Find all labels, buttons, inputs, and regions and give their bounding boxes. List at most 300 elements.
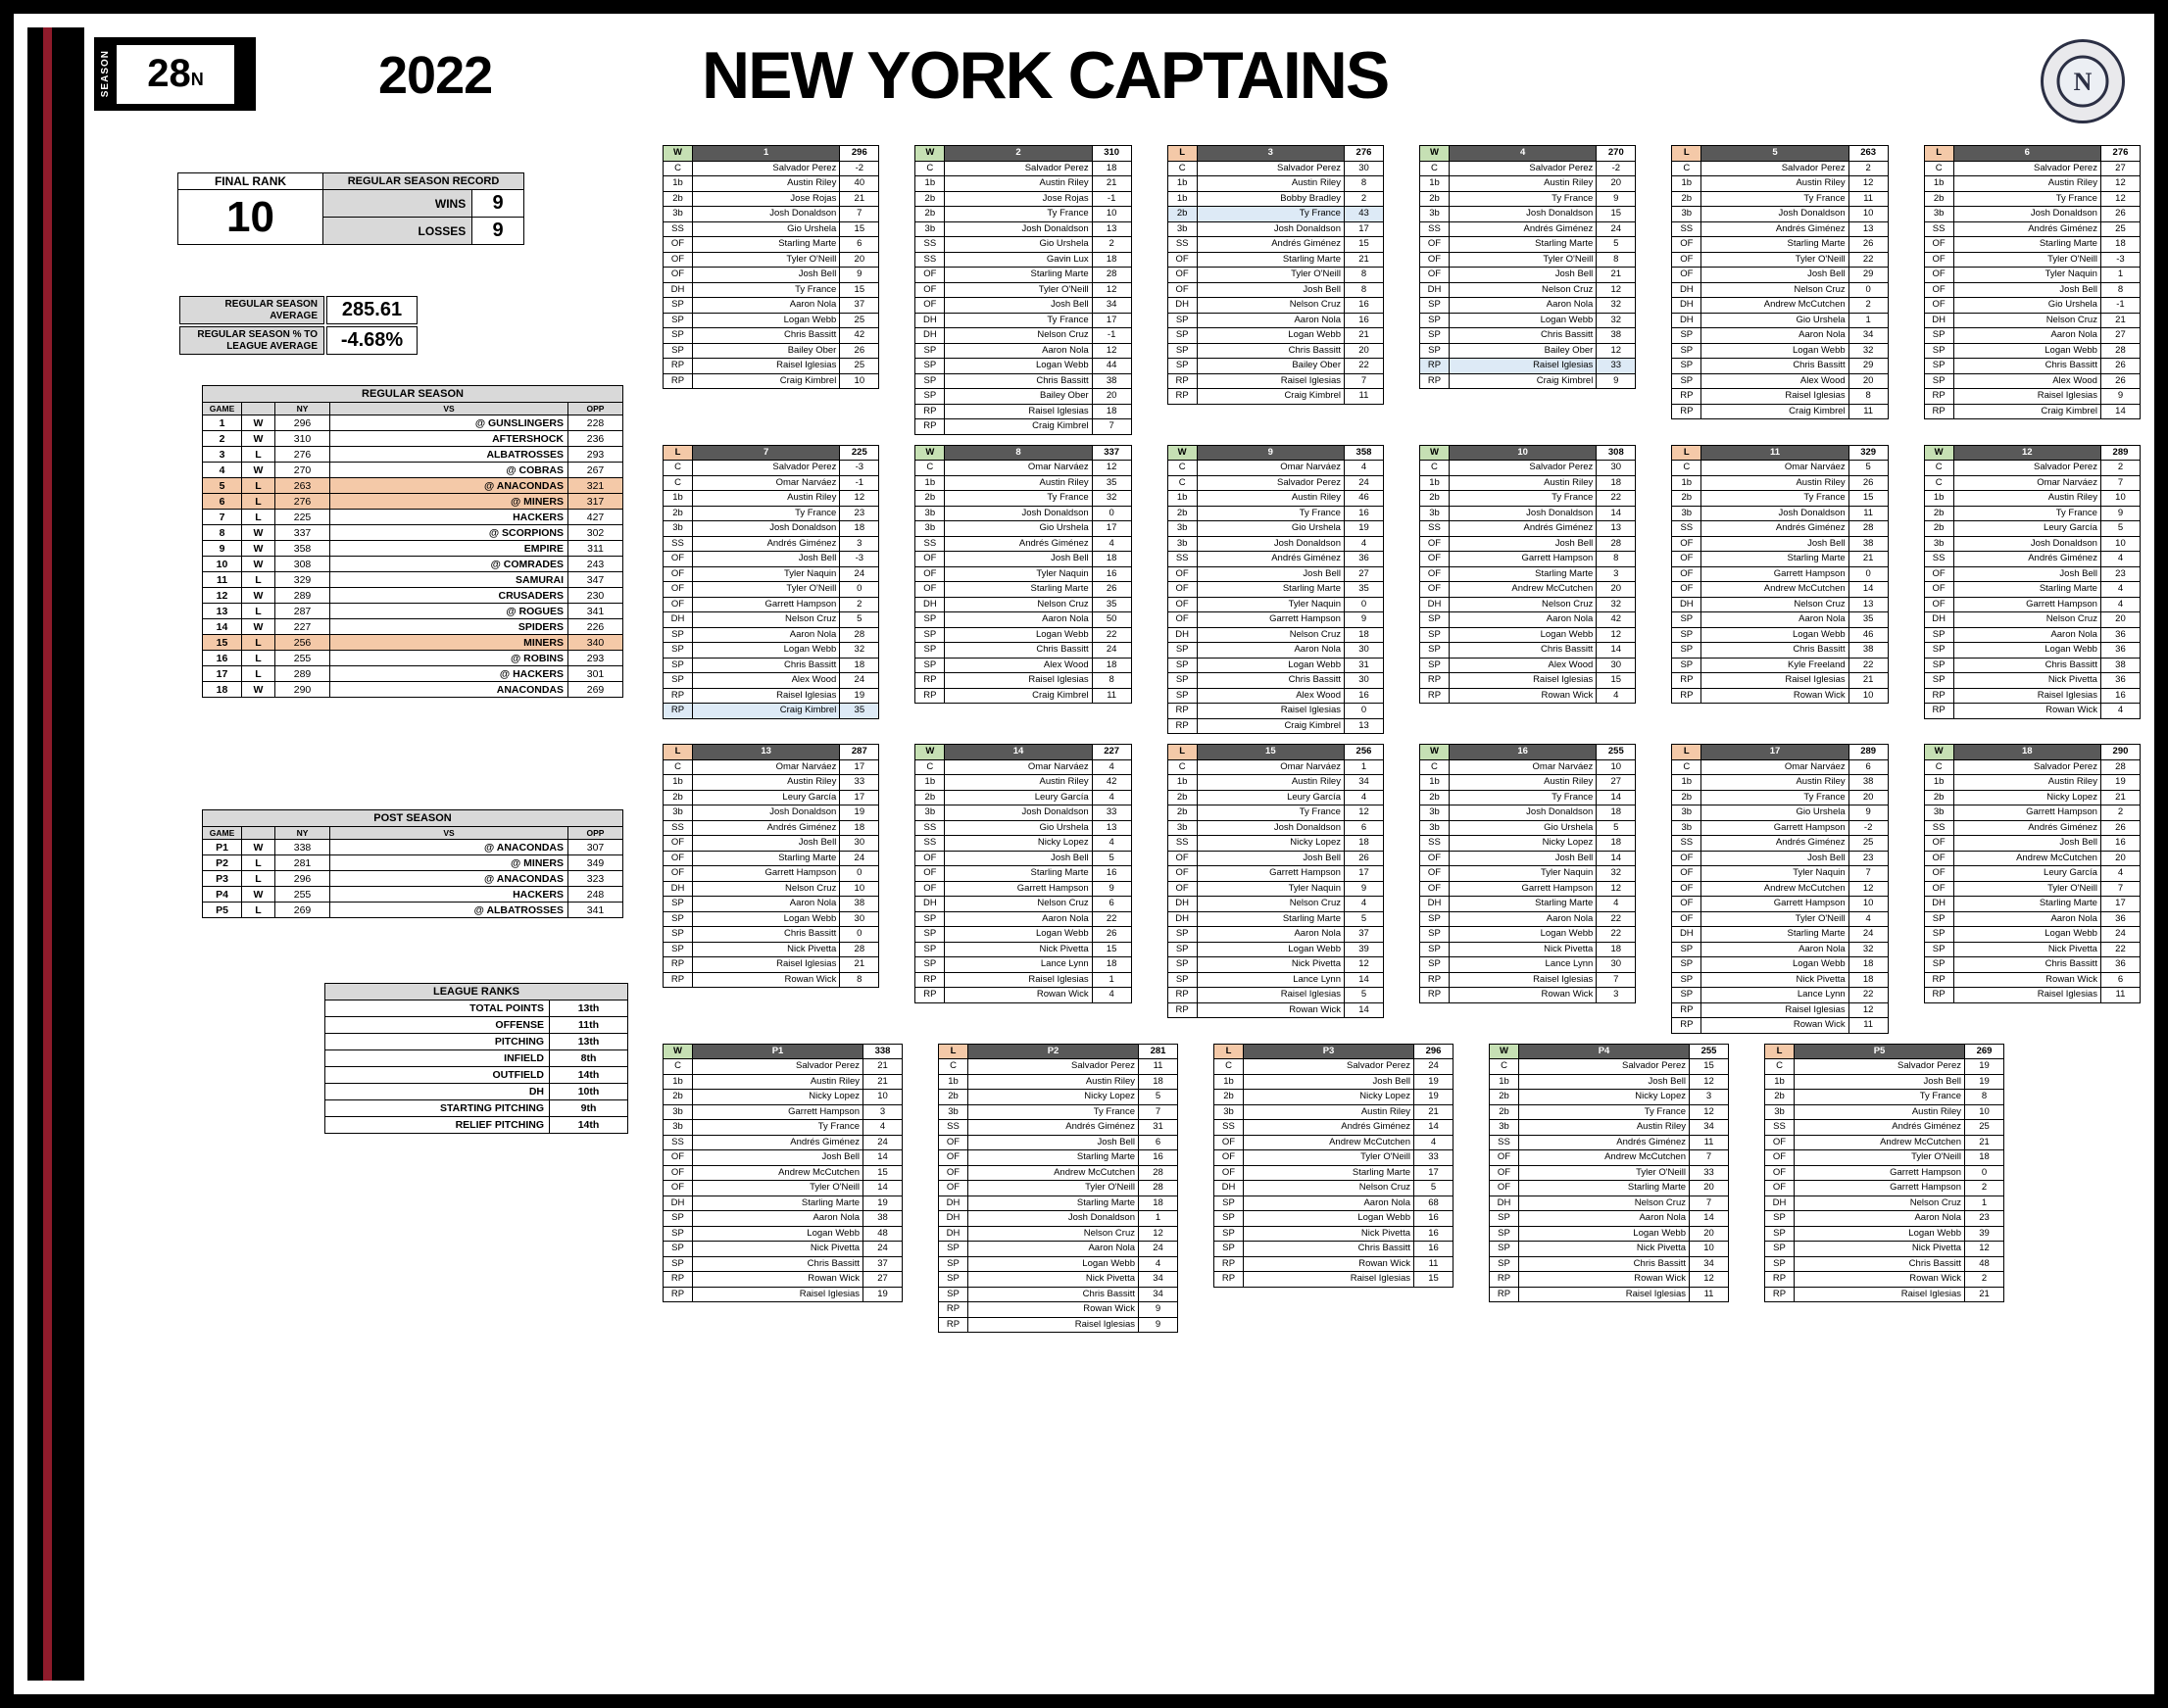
boxscore-player-row bbox=[939, 1211, 1178, 1227]
player-points: 7 bbox=[1848, 866, 1888, 882]
player-name: Raisel Iglesias bbox=[1701, 673, 1848, 689]
boxscore-player-row bbox=[1672, 161, 1888, 176]
player-position: OF bbox=[664, 836, 693, 852]
boxscore-player-row bbox=[1167, 313, 1383, 328]
player-position: DH bbox=[1214, 1181, 1244, 1196]
boxscore-player-row bbox=[1490, 1211, 1729, 1227]
boxscore-player-row bbox=[1419, 207, 1635, 222]
player-name: Andrés Giménez bbox=[1519, 1135, 1690, 1150]
player-position: SS bbox=[1419, 521, 1449, 537]
boxscore-player-row bbox=[915, 881, 1131, 897]
boxscore-player-row bbox=[915, 328, 1131, 344]
player-position: DH bbox=[915, 597, 945, 612]
boxscore-player-row bbox=[1167, 704, 1383, 719]
player-position: SS bbox=[1490, 1135, 1519, 1150]
player-name: Andrés Giménez bbox=[1795, 1120, 1965, 1136]
player-name: Ty France bbox=[945, 207, 1092, 222]
player-points: 48 bbox=[1965, 1256, 2004, 1272]
ps-opp-score: 323 bbox=[568, 871, 623, 887]
player-name: Aaron Nola bbox=[968, 1242, 1139, 1257]
player-name: Logan Webb bbox=[1449, 627, 1596, 643]
player-points: 17 bbox=[1092, 521, 1131, 537]
boxscore-row bbox=[663, 744, 2141, 1034]
rs-opponent: ANACONDAS bbox=[330, 682, 568, 698]
boxscore-player-row bbox=[915, 359, 1131, 374]
player-position: 1b bbox=[1419, 775, 1449, 791]
player-points: 15 bbox=[1848, 491, 1888, 507]
player-points: 33 bbox=[1690, 1165, 1729, 1181]
boxscore-player-row bbox=[1167, 268, 1383, 283]
player-position: OF bbox=[1765, 1135, 1795, 1150]
player-points: 9 bbox=[1139, 1302, 1178, 1318]
player-name: Garrett Hampson bbox=[1197, 866, 1344, 882]
player-name: Raisel Iglesias bbox=[945, 673, 1092, 689]
player-name: Raisel Iglesias bbox=[1953, 389, 2100, 405]
boxscore-player-row bbox=[664, 491, 879, 507]
player-name: Aaron Nola bbox=[945, 612, 1092, 628]
rs-game: 15 bbox=[203, 635, 242, 651]
player-points: 3 bbox=[1597, 988, 1636, 1003]
boxscore-player-row bbox=[1490, 1135, 1729, 1150]
player-position: 3b bbox=[1167, 536, 1197, 552]
player-points: -1 bbox=[840, 475, 879, 491]
player-position: SP bbox=[1672, 988, 1701, 1003]
player-name: Ty France bbox=[1519, 1104, 1690, 1120]
ps-ny-score: 296 bbox=[275, 871, 330, 887]
player-name: Nick Pivetta bbox=[1953, 673, 2100, 689]
boxscore-player-row bbox=[1672, 343, 1888, 359]
boxscore-game: 13 bbox=[693, 745, 840, 760]
player-points: 19 bbox=[1965, 1059, 2004, 1075]
player-position: SP bbox=[1765, 1242, 1795, 1257]
boxscore-player-row bbox=[1419, 881, 1635, 897]
player-points: 32 bbox=[1597, 298, 1636, 314]
player-name: Gavin Lux bbox=[945, 252, 1092, 268]
boxscore-player-row bbox=[1214, 1211, 1454, 1227]
player-name: Leury García bbox=[693, 790, 840, 805]
rs-opponent: @ MINERS bbox=[330, 494, 568, 510]
player-points: 4 bbox=[2100, 704, 2140, 719]
player-name: Starling Marte bbox=[1519, 1181, 1690, 1196]
player-name: Starling Marte bbox=[1449, 566, 1596, 582]
player-points: 38 bbox=[1848, 536, 1888, 552]
player-name: Nelson Cruz bbox=[1449, 597, 1596, 612]
boxscore-total: 296 bbox=[840, 146, 879, 162]
player-name: Nelson Cruz bbox=[1244, 1181, 1414, 1196]
boxscore-player-row bbox=[1419, 566, 1635, 582]
player-position: 2b bbox=[1167, 805, 1197, 821]
season-number-box bbox=[117, 45, 234, 104]
boxscore-player-row bbox=[1167, 836, 1383, 852]
player-position: RP bbox=[939, 1302, 968, 1318]
player-position: SP bbox=[1924, 673, 1953, 689]
player-points: 0 bbox=[840, 582, 879, 598]
player-name: Garrett Hampson bbox=[1197, 612, 1344, 628]
player-points: 14 bbox=[1597, 790, 1636, 805]
ps-opponent: @ ALBATROSSES bbox=[330, 903, 568, 918]
boxscore-player-row bbox=[664, 688, 879, 704]
player-name: Starling Marte bbox=[1197, 911, 1344, 927]
player-name: Gio Urshela bbox=[945, 521, 1092, 537]
ps-ny-score: 281 bbox=[275, 855, 330, 871]
player-points: 18 bbox=[1597, 942, 1636, 957]
boxscore-player-row bbox=[915, 911, 1131, 927]
player-points: 14 bbox=[1597, 506, 1636, 521]
ps-opp-score: 349 bbox=[568, 855, 623, 871]
player-name: Nicky Lopez bbox=[1197, 836, 1344, 852]
boxscore-card bbox=[1764, 1044, 2004, 1334]
boxscore-card bbox=[1924, 744, 2141, 1034]
boxscore-player-row bbox=[1167, 475, 1383, 491]
boxscore-player-row bbox=[1419, 221, 1635, 237]
player-name: Austin Riley bbox=[693, 491, 840, 507]
player-points: 5 bbox=[1597, 820, 1636, 836]
player-points: 18 bbox=[1092, 161, 1131, 176]
player-name: Tyler O'Neill bbox=[1953, 881, 2100, 897]
boxscore-player-row bbox=[939, 1196, 1178, 1211]
boxscore-player-row bbox=[664, 775, 879, 791]
player-name: Gio Urshela bbox=[1701, 313, 1848, 328]
rs-opp-score: 311 bbox=[568, 541, 623, 557]
player-position: 2b bbox=[915, 790, 945, 805]
boxscore-player-row bbox=[915, 866, 1131, 882]
player-name: Josh Donaldson bbox=[1701, 207, 1848, 222]
player-position: SP bbox=[1672, 658, 1701, 673]
boxscore-player-row bbox=[915, 597, 1131, 612]
boxscore-card bbox=[1419, 445, 1636, 735]
player-position: SP bbox=[1672, 359, 1701, 374]
player-name: Logan Webb bbox=[1953, 643, 2100, 659]
player-position: C bbox=[1672, 759, 1701, 775]
player-points: 4 bbox=[1597, 897, 1636, 912]
rs-opp-score: 341 bbox=[568, 604, 623, 619]
player-name: Chris Bassitt bbox=[693, 328, 840, 344]
boxscore-card bbox=[1671, 445, 1888, 735]
player-position: 1b bbox=[1924, 176, 1953, 192]
player-position: SP bbox=[1924, 957, 1953, 973]
player-position: 1b bbox=[1419, 475, 1449, 491]
player-position: SP bbox=[1672, 373, 1701, 389]
player-name: Nick Pivetta bbox=[1449, 942, 1596, 957]
boxscore-player-row bbox=[664, 1287, 903, 1302]
player-position: OF bbox=[1672, 552, 1701, 567]
player-points: 6 bbox=[1139, 1135, 1178, 1150]
boxscore-player-row bbox=[915, 790, 1131, 805]
player-position: OF bbox=[915, 582, 945, 598]
boxscore-player-row bbox=[1419, 673, 1635, 689]
player-points: 2 bbox=[1965, 1181, 2004, 1196]
player-name: Tyler O'Neill bbox=[1197, 268, 1344, 283]
player-name: Andrew McCutchen bbox=[1701, 298, 1848, 314]
ps-result: W bbox=[242, 840, 275, 855]
player-name: Rowan Wick bbox=[1244, 1256, 1414, 1272]
player-position: SS bbox=[1672, 221, 1701, 237]
boxscore-player-row bbox=[1924, 866, 2140, 882]
player-points: 1 bbox=[1092, 972, 1131, 988]
player-position: DH bbox=[1167, 627, 1197, 643]
player-name: Josh Bell bbox=[693, 268, 840, 283]
player-points: 3 bbox=[840, 536, 879, 552]
player-position: SS bbox=[1167, 552, 1197, 567]
player-name: Omar Narváez bbox=[1197, 461, 1344, 476]
player-name: Garrett Hampson bbox=[1701, 566, 1848, 582]
boxscore-player-row bbox=[1167, 389, 1383, 405]
player-points: 5 bbox=[1597, 237, 1636, 253]
player-position: SP bbox=[1924, 927, 1953, 943]
player-name: Nelson Cruz bbox=[1953, 612, 2100, 628]
player-name: Omar Narváez bbox=[1197, 759, 1344, 775]
boxscore-game: 4 bbox=[1449, 146, 1596, 162]
player-points: 21 bbox=[1848, 673, 1888, 689]
boxscore-player-row bbox=[1924, 927, 2140, 943]
player-position: SP bbox=[915, 389, 945, 405]
player-position: SP bbox=[1214, 1242, 1244, 1257]
boxscore-player-row bbox=[1765, 1165, 2004, 1181]
player-position: DH bbox=[1765, 1196, 1795, 1211]
player-points: 32 bbox=[1597, 866, 1636, 882]
player-points: 1 bbox=[2100, 268, 2140, 283]
boxscore-result: W bbox=[664, 146, 693, 162]
player-name: Andrew McCutchen bbox=[1519, 1150, 1690, 1166]
boxscore-player-row bbox=[915, 313, 1131, 328]
boxscore-game: 12 bbox=[1953, 445, 2100, 461]
table-row bbox=[203, 447, 623, 463]
player-name: Logan Webb bbox=[1197, 942, 1344, 957]
rs-game: 18 bbox=[203, 682, 242, 698]
boxscore-game: 18 bbox=[1953, 745, 2100, 760]
player-position: DH bbox=[664, 612, 693, 628]
player-name: Nicky Lopez bbox=[1244, 1090, 1414, 1105]
player-points: 8 bbox=[1848, 389, 1888, 405]
boxscore-player-row bbox=[1924, 521, 2140, 537]
player-name: Josh Bell bbox=[1701, 851, 1848, 866]
player-name: Garrett Hampson bbox=[1795, 1181, 1965, 1196]
player-name: Bailey Ober bbox=[1449, 343, 1596, 359]
boxscore-player-row bbox=[915, 237, 1131, 253]
rs-game: 13 bbox=[203, 604, 242, 619]
player-name: Ty France bbox=[945, 491, 1092, 507]
boxscore-player-row bbox=[1167, 805, 1383, 821]
player-position: 3b bbox=[664, 1104, 693, 1120]
player-points: 15 bbox=[1597, 207, 1636, 222]
boxscore-player-row bbox=[1167, 552, 1383, 567]
player-points: 7 bbox=[1597, 972, 1636, 988]
player-name: Austin Riley bbox=[968, 1074, 1139, 1090]
player-name: Andrew McCutchen bbox=[1701, 582, 1848, 598]
player-points: 9 bbox=[1597, 191, 1636, 207]
player-position: 3b bbox=[1672, 820, 1701, 836]
player-name: Nelson Cruz bbox=[1701, 597, 1848, 612]
rs-col-header: OPP bbox=[568, 403, 623, 415]
player-position: C bbox=[1419, 461, 1449, 476]
player-position: 3b bbox=[1672, 506, 1701, 521]
player-points: 7 bbox=[1092, 419, 1131, 435]
player-name: Raisel Iglesias bbox=[945, 972, 1092, 988]
boxscore-player-row bbox=[664, 268, 879, 283]
player-position: 3b bbox=[1672, 805, 1701, 821]
player-points: 4 bbox=[863, 1120, 903, 1136]
boxscore-player-row bbox=[915, 191, 1131, 207]
league-ranks-table bbox=[324, 983, 628, 1134]
player-position: C bbox=[1167, 759, 1197, 775]
player-position: 3b bbox=[664, 805, 693, 821]
player-points: 30 bbox=[1597, 658, 1636, 673]
player-position: SP bbox=[664, 1242, 693, 1257]
player-points: 16 bbox=[1344, 688, 1383, 704]
boxscore-player-row bbox=[1924, 298, 2140, 314]
player-name: Aaron Nola bbox=[945, 343, 1092, 359]
player-name: Raisel Iglesias bbox=[1244, 1272, 1414, 1288]
boxscore-total: 281 bbox=[1139, 1044, 1178, 1059]
boxscore-card bbox=[1924, 445, 2141, 735]
player-position: C bbox=[664, 161, 693, 176]
player-points: 13 bbox=[1848, 597, 1888, 612]
player-name: Raisel Iglesias bbox=[1449, 972, 1596, 988]
player-position: RP bbox=[664, 359, 693, 374]
player-name: Aaron Nola bbox=[1519, 1211, 1690, 1227]
player-points: 14 bbox=[2100, 404, 2140, 419]
boxscore-player-row bbox=[664, 1272, 903, 1288]
player-name: Logan Webb bbox=[1701, 627, 1848, 643]
player-points: -1 bbox=[2100, 298, 2140, 314]
player-points: 33 bbox=[1414, 1150, 1454, 1166]
rs-game: 2 bbox=[203, 431, 242, 447]
rs-opp-score: 226 bbox=[568, 619, 623, 635]
boxscore-player-row bbox=[915, 404, 1131, 419]
wins-value: 9 bbox=[472, 190, 524, 218]
player-name: Logan Webb bbox=[1795, 1226, 1965, 1242]
boxscore-game: 2 bbox=[945, 146, 1092, 162]
player-points: -3 bbox=[840, 552, 879, 567]
player-name: Salvador Perez bbox=[1701, 161, 1848, 176]
player-points: 12 bbox=[1690, 1272, 1729, 1288]
boxscore-player-row bbox=[1167, 851, 1383, 866]
player-name: Austin Riley bbox=[1449, 176, 1596, 192]
player-points: 24 bbox=[1139, 1242, 1178, 1257]
player-position: 2b bbox=[1167, 207, 1197, 222]
ps-result: W bbox=[242, 887, 275, 903]
player-name: Josh Bell bbox=[1519, 1074, 1690, 1090]
boxscore-player-row bbox=[939, 1287, 1178, 1302]
player-position: 1b bbox=[1765, 1074, 1795, 1090]
player-position: 3b bbox=[915, 521, 945, 537]
player-points: 2 bbox=[1965, 1272, 2004, 1288]
player-name: Tyler O'Neill bbox=[1449, 252, 1596, 268]
player-points: 25 bbox=[1848, 836, 1888, 852]
boxscore-player-row bbox=[915, 521, 1131, 537]
boxscore-player-row bbox=[915, 643, 1131, 659]
boxscore-player-row bbox=[664, 820, 879, 836]
boxscore-player-row bbox=[915, 658, 1131, 673]
league-rank-value: 9th bbox=[550, 1100, 628, 1117]
player-name: Andrés Giménez bbox=[693, 536, 840, 552]
boxscore-player-row bbox=[1167, 881, 1383, 897]
boxscore-player-row bbox=[1672, 536, 1888, 552]
player-name: Logan Webb bbox=[968, 1256, 1139, 1272]
player-points: 42 bbox=[840, 328, 879, 344]
rs-ny-score: 289 bbox=[275, 666, 330, 682]
player-position: SP bbox=[915, 927, 945, 943]
player-position: SP bbox=[1419, 627, 1449, 643]
player-position: DH bbox=[1672, 298, 1701, 314]
player-name: Austin Riley bbox=[1701, 775, 1848, 791]
player-points: -3 bbox=[840, 461, 879, 476]
boxscore-game: 15 bbox=[1197, 745, 1344, 760]
boxscore-player-row bbox=[1167, 521, 1383, 537]
boxscore-player-row bbox=[915, 805, 1131, 821]
player-name: Andrew McCutchen bbox=[1795, 1135, 1965, 1150]
player-position: SS bbox=[1765, 1120, 1795, 1136]
player-position: SS bbox=[1924, 552, 1953, 567]
player-name: Austin Riley bbox=[1197, 775, 1344, 791]
player-position: DH bbox=[1924, 897, 1953, 912]
player-points: 29 bbox=[1848, 268, 1888, 283]
league-rank-label: STARTING PITCHING bbox=[325, 1100, 550, 1117]
player-name: Josh Donaldson bbox=[1197, 221, 1344, 237]
boxscore-result: W bbox=[915, 745, 945, 760]
losses-label: LOSSES bbox=[323, 218, 472, 245]
player-name: Josh Bell bbox=[945, 552, 1092, 567]
player-name: Craig Kimbrel bbox=[945, 419, 1092, 435]
player-position: SS bbox=[1214, 1120, 1244, 1136]
boxscore-card bbox=[1167, 744, 1384, 1034]
player-position: DH bbox=[1419, 282, 1449, 298]
player-points: 20 bbox=[1597, 176, 1636, 192]
boxscore-player-row bbox=[1672, 282, 1888, 298]
rs-result: L bbox=[242, 651, 275, 666]
player-points: 0 bbox=[1965, 1165, 2004, 1181]
boxscore-player-row bbox=[664, 1074, 903, 1090]
player-position: 1b bbox=[915, 775, 945, 791]
player-points: 23 bbox=[2100, 566, 2140, 582]
player-position: 3b bbox=[1167, 820, 1197, 836]
boxscore-player-row bbox=[939, 1302, 1178, 1318]
player-position: 3b bbox=[1419, 805, 1449, 821]
player-position: SS bbox=[915, 252, 945, 268]
rs-ny-score: 329 bbox=[275, 572, 330, 588]
player-name: Raisel Iglesias bbox=[1953, 688, 2100, 704]
player-position: 2b bbox=[1214, 1090, 1244, 1105]
ps-result: L bbox=[242, 855, 275, 871]
player-points: 8 bbox=[1092, 673, 1131, 689]
player-points: 0 bbox=[1092, 506, 1131, 521]
player-position: RP bbox=[915, 419, 945, 435]
boxscore-player-row bbox=[915, 475, 1131, 491]
player-points: 16 bbox=[2100, 836, 2140, 852]
player-position: SP bbox=[1924, 359, 1953, 374]
player-name: Salvador Perez bbox=[1953, 461, 2100, 476]
player-points: 46 bbox=[1344, 491, 1383, 507]
ps-game: P3 bbox=[203, 871, 242, 887]
player-name: Ty France bbox=[968, 1104, 1139, 1120]
boxscore-player-row bbox=[1672, 298, 1888, 314]
player-position: OF bbox=[1924, 237, 1953, 253]
boxscore-player-row bbox=[915, 897, 1131, 912]
player-points: 43 bbox=[1344, 207, 1383, 222]
rs-result: W bbox=[242, 619, 275, 635]
player-position: OF bbox=[664, 237, 693, 253]
boxscore-player-row bbox=[1672, 957, 1888, 973]
player-position: SP bbox=[1419, 927, 1449, 943]
player-points: 10 bbox=[2100, 491, 2140, 507]
ps-col-header: GAME bbox=[203, 827, 242, 840]
boxscore-player-row bbox=[915, 957, 1131, 973]
rs-opp-score: 293 bbox=[568, 447, 623, 463]
boxscore-total: 227 bbox=[1092, 745, 1131, 760]
player-name: Andrew McCutchen bbox=[693, 1165, 863, 1181]
boxscore-player-row bbox=[1924, 475, 2140, 491]
boxscore-total: 255 bbox=[1597, 745, 1636, 760]
